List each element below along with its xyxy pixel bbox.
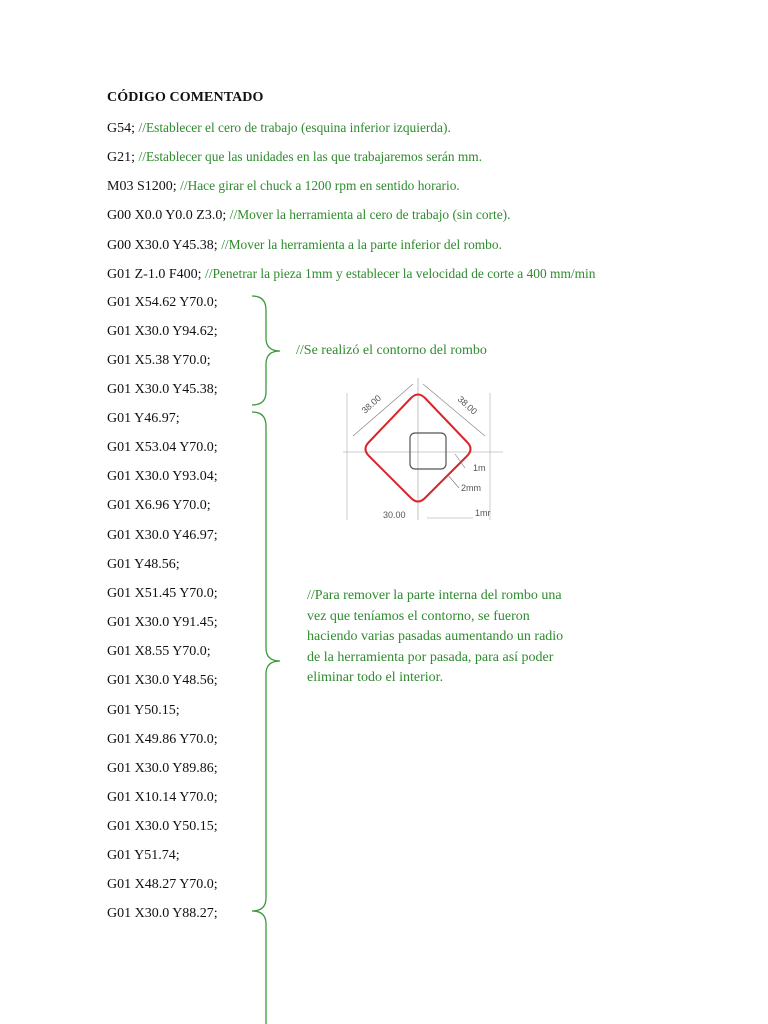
gcode-instruction: G54; bbox=[107, 121, 139, 136]
gcode-instruction: G00 X30.0 Y45.38; bbox=[107, 238, 222, 253]
gcode-instruction: G01 X30.0 Y93.04; bbox=[107, 469, 218, 484]
gcode-instruction: G01 X10.14 Y70.0; bbox=[107, 790, 218, 805]
gcode-instruction: G01 X48.27 Y70.0; bbox=[107, 877, 218, 892]
gcode-comment: //Hace girar el chuck a 1200 rpm en sentido horario. bbox=[180, 178, 460, 193]
gcode-instruction: G01 X54.62 Y70.0; bbox=[107, 295, 218, 310]
gcode-instruction: G01 X49.86 Y70.0; bbox=[107, 732, 218, 747]
gcode-instruction: G01 X8.55 Y70.0; bbox=[107, 644, 211, 659]
gcode-instruction: G01 X5.38 Y70.0; bbox=[107, 353, 211, 368]
gcode-instruction: G01 X51.45 Y70.0; bbox=[107, 586, 218, 601]
dim-label-left: 38.00 bbox=[359, 392, 384, 416]
gcode-instruction: G01 X30.0 Y48.56; bbox=[107, 673, 218, 688]
gcode-instruction: G01 Y48.56; bbox=[107, 557, 180, 572]
gcode-instruction: G01 X30.0 Y50.15; bbox=[107, 819, 218, 834]
depth-label-2: 2mm bbox=[461, 483, 481, 493]
gcode-comment: //Mover la herramienta a la parte inferior del rombo. bbox=[221, 237, 502, 252]
gcode-instruction: G01 Y51.74; bbox=[107, 848, 180, 863]
gcode-instruction: G01 Z-1.0 F400; bbox=[107, 267, 205, 282]
gcode-instruction: G00 X0.0 Y0.0 Z3.0; bbox=[107, 208, 230, 223]
gcode-instruction: G01 X30.0 Y46.97; bbox=[107, 528, 218, 543]
gcode-instruction: G01 X30.0 Y45.38; bbox=[107, 382, 218, 397]
gcode-comment: //Establecer que las unidades en las que trabajaremos serán mm. bbox=[138, 149, 483, 164]
gcode-comment: //Establecer el cero de trabajo (esquina inferior izquierda). bbox=[138, 120, 451, 135]
contour-note: //Se realizó el contorno del rombo bbox=[296, 343, 487, 358]
gcode-instruction: G01 X30.0 Y94.62; bbox=[107, 324, 218, 339]
depth-label-3: 1mr bbox=[475, 508, 491, 518]
gcode-instruction: M03 S1200; bbox=[107, 179, 181, 194]
pocket-square bbox=[410, 433, 446, 469]
gcode-instruction: G01 Y50.15; bbox=[107, 703, 180, 718]
gcode-instruction: G01 X53.04 Y70.0; bbox=[107, 440, 218, 455]
gcode-instruction: G01 Y46.97; bbox=[107, 411, 180, 426]
gcode-comment: //Mover la herramienta al cero de trabajo (sin corte). bbox=[229, 207, 511, 222]
gcode-comment: //Penetrar la pieza 1mm y establecer la velocidad de corte a 400 mm/min bbox=[205, 266, 596, 281]
rhombus-drawing bbox=[343, 378, 503, 520]
dim-label-right: 38.00 bbox=[455, 394, 480, 417]
leader-line-2 bbox=[447, 474, 459, 488]
gcode-instruction: G01 X6.96 Y70.0; bbox=[107, 498, 211, 513]
interior-brace bbox=[252, 412, 280, 1024]
gcode-instruction: G21; bbox=[107, 150, 139, 165]
dim-label-bottom: 30.00 bbox=[383, 510, 406, 520]
interior-note: //Para remover la parte interna del rombo una vez que teníamos el contorno, se fueron haciendo varias pasadas aumentando un radio de la herramienta por pasada, para así poder eliminar todo el interior. bbox=[307, 588, 564, 685]
contour-brace bbox=[252, 296, 280, 405]
gcode-instruction: G01 X30.0 Y91.45; bbox=[107, 615, 218, 630]
depth-label-1: 1m bbox=[473, 463, 486, 473]
gcode-instruction: G01 X30.0 Y88.27; bbox=[107, 906, 218, 921]
document-title: CÓDIGO COMENTADO bbox=[107, 90, 264, 105]
gcode-instruction: G01 X30.0 Y89.86; bbox=[107, 761, 218, 776]
